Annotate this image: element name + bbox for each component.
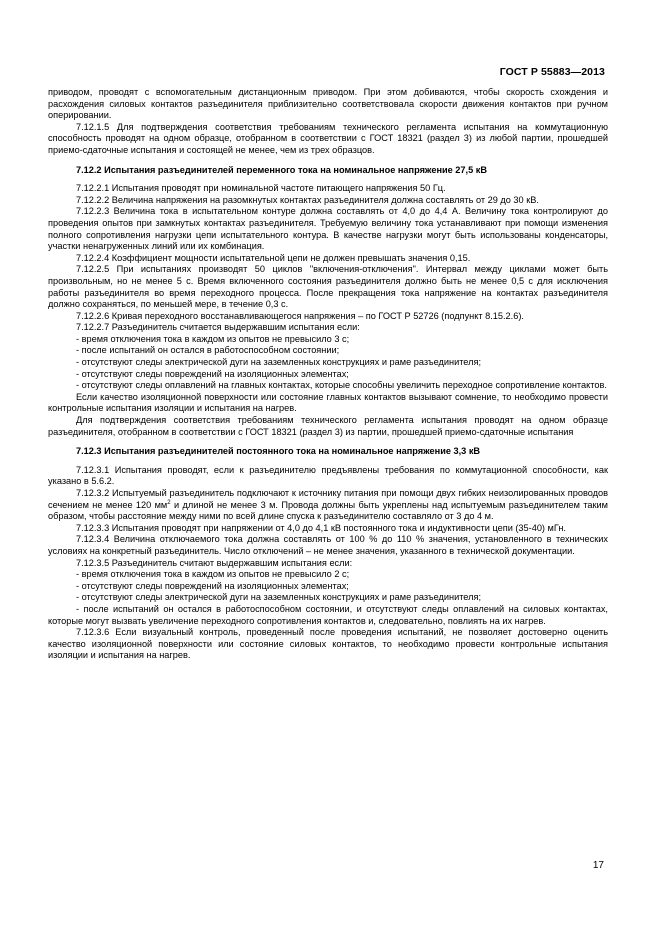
section-heading-7-12-3: 7.12.3 Испытания разъединителей постоянного тока на номинальное напряжение 3,3 кВ [76, 446, 481, 457]
paragraph: 7.12.2.4 Коэффициент мощности испытательной цепи не должен превышать значения 0,15. [76, 252, 471, 263]
paragraph-part: и длиной не менее 3 м. Провода должны быть укреплены над испытуемым разъединителем таким образом, чтобы расстояние между ними по всей длине спуска к разъединителю составляло от 3 до 4 м. [48, 499, 608, 522]
section-heading-7-12-2: 7.12.2 Испытания разъединителей переменного тока на номинальное напряжение 27,5 кВ [76, 164, 487, 175]
list-item: - время отключения тока в каждом из опытов не превысило 3 с; [76, 333, 350, 344]
paragraph: 7.12.2.1 Испытания проводят при номинальной частоте питающего напряжения 50 Гц. [76, 183, 446, 194]
list-item: - отсутствуют следы повреждений на изоляционных элементах; [76, 368, 349, 379]
paragraph: 7.12.3.5 Разъединитель считают выдержавшим испытания если: [76, 557, 353, 568]
superscript: 2 [167, 499, 171, 506]
list-item: - отсутствуют следы электрической дуги на заземленных конструкциях и раме разъединителя; [76, 357, 482, 368]
paragraph: 7.12.3.1 Испытания проводят, если к разъединителю предъявлены требования по коммутационной способности, как указано в 5.6.2. [48, 464, 608, 487]
paragraph: приводом, проводят с вспомогательным дистанционным приводом. При этом добиваются, чтобы скорость схождения и расхождения силовых контактов разъединителя приблизительно соответствовала скорости движения контактов при ручном оперировании. [48, 87, 608, 121]
paragraph: Для подтверждения соответствия требованиям технического регламента испытания проводят на одном образце разъединителя, отобранном в соответствии с ГОСТ 18321 (раздел 3) из партии, прошедшей приемо-сдаточные испытания [48, 415, 608, 437]
paragraph: 7.12.2.6 Кривая переходного восстанавливающегося напряжения – по ГОСТ Р 52726 (подпункт 8.15.2.6). [76, 310, 524, 321]
list-item: - после испытаний он остался в работоспособном состоянии; [76, 345, 340, 356]
paragraph: 7.12.2.5 При испытаниях производят 50 циклов "включения-отключения". Интервал между циклами может быть произвольным, но не менее 5 с. Время включенного состояния разъединителя должно быть не менее 0,5 с для исключения работы разъединителя во время переходного процесса. После прекращения тока напряжение на контактах разъединителя должно сохраняться, по меньшей мере, в течение 0,3 с. [48, 264, 608, 310]
list-item: - отсутствуют следы электрической дуги на заземленных конструкциях и раме разъединителя; [76, 592, 482, 603]
list-item: - отсутствуют следы повреждений на изоляционных элементах; [76, 580, 349, 591]
paragraph: 7.12.1.5 Для подтверждения соответствия требованиям технического регламента испытания на коммутационную способность проводят на одном образце, отобранном в соответствии с ГОСТ 18321 (раздел 3) из любой партии, прошедшей приемо-сдаточные испытания и состоящей не менее, чем из трех образцов. [48, 121, 608, 155]
paragraph: 7.12.3.6 Если визуальный контроль, проведенный после проведения испытаний, не позволяет достоверно оценить качество изоляционной поверхности или состояние силовых контактов, то необходимо провести контрольные испытания изоляции и испытания на нагрев. [48, 627, 608, 661]
page-number: 17 [592, 860, 604, 871]
list-item: - после испытаний он остался в работоспособном состоянии, и отсутствуют следы оплавлений на силовых контактах, которые могут вызвать увеличение переходного сопротивления контактов и, следовательно, повлиять на их нагрев. [48, 603, 608, 626]
list-item: - отсутствуют следы оплавлений на главных контактах, которые способны увеличить переходное сопротивление контактов. [76, 380, 607, 391]
document-code: ГОСТ Р 55883—2013 [499, 66, 605, 78]
paragraph-part: 7.12.3.2 Испытуемый разъединитель подключают к источнику питания при помощи двух гибких неизолированных проводов сечением не менее 120 мм [48, 488, 608, 510]
paragraph: 7.12.2.2 Величина напряжения на разомкнутых контактах разъединителя должна составлять от 29 до 30 кВ. [76, 194, 539, 205]
paragraph: Если качество изоляционной поверхности или состояние главных контактов вызывают сомнение, то необходимо провести контрольные испытания изоляции и испытания на нагрев. [48, 391, 608, 414]
paragraph: 7.12.2.7 Разъединитель считается выдержавшим испытания если: [76, 322, 360, 333]
paragraph: 7.12.3.4 Величина отключаемого тока должна составлять от 100 % до 110 % значения, установленного в технических условиях на конкретный разъединитель. Число отключений – не менее значения, указанного в технической документации. [48, 534, 608, 556]
paragraph: 7.12.3.3 Испытания проводят при напряжении от 4,0 до 4,1 кВ постоянного тока и индуктивности цепи (35-40) мГн. [76, 522, 566, 533]
list-item: - время отключения тока в каждом из опытов не превысило 2 с; [76, 569, 350, 580]
document-body [48, 87, 608, 662]
paragraph: 7.12.2.3 Величина тока в испытательном контуре должна составлять от 4,0 до 4,4 А. Величину тока контролируют до проведения опытов при замкнутых контактах разъединителя. Требуемую величину тока устанавливают при помощи изменения полного сопротивления нагрузки цепи испытательного контура. В качестве нагрузки могут быть использованы конденсаторы, участки ненагруженных линий или их комбинация. [48, 206, 608, 252]
paragraph [48, 488, 608, 523]
